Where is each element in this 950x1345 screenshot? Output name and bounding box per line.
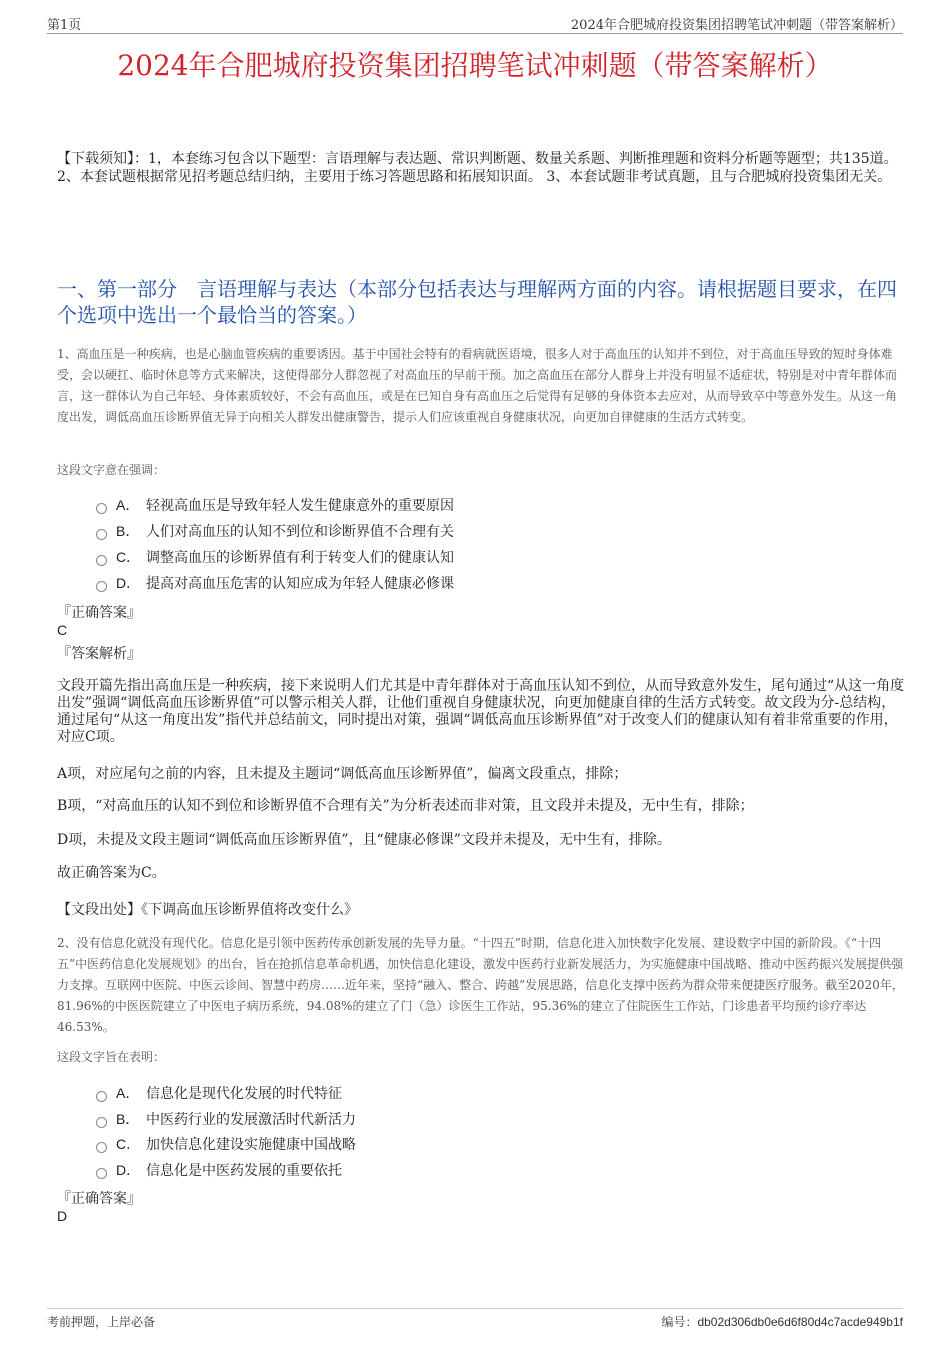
radio-icon[interactable] (96, 1168, 107, 1179)
q1-source: 【文段出处】《下调高血压诊断界值将改变什么》 (57, 902, 358, 918)
question-1-text: 1、高血压是一种疾病，也是心脑血管疾病的重要诱因。基于中国社会特有的看病就医语境，很多人对于高血压的认知并不到位，对于高血压导致的短时身体难受，会以硬扛、临时休息等方式来解决，这使得部分人群忽视了对高血压的早前干预。加之高血压在部分人群身上并没有明显不适症状，特别是对中青年群体而言，这一群体认为自己年轻、身体素质较好，不会有高血压，或是在已知自身有高血压之后觉得有足够的身体资本去应对，从而导致卒中等意外发生。从这一角度出发，调低高血压诊断界值无异于向相关人群发出健康警告，提示人们应该重视自身健康状况，向更加自律健康的生活方式转变。 (57, 347, 898, 424)
footer-slogan: 考前押题，上岸必备 (47, 1315, 156, 1329)
footer-code (661, 1313, 903, 1330)
footer-divider (47, 1308, 903, 1309)
question-2-prompt: 这段文字旨在表明： (57, 1050, 166, 1064)
download-notice: 【下载须知】：1，本套练习包含以下题型：言语理解与表达题、常识判断题、数量关系题、判断推理题和资料分析题等题型；共135道。 2、本套试题根据常见招考题总结归纳，主要用于练习答题思路和拓展知识面。 3、本套试题非考试真题，且与合肥城府投资集团无关。 (57, 151, 898, 185)
q1-option-b[interactable]: B． 人们对高血压的认知不到位和诊断界值不合理有关 (96, 520, 454, 542)
footer-code-label: 编号： (661, 1315, 698, 1329)
header-page-number: 第1页 (47, 18, 82, 33)
q1-analysis-conclusion: 故正确答案为C。 (57, 865, 166, 881)
section-heading: 一、第一部分 言语理解与表达（本部分包括表达与理解两方面的内容。请根据题目要求，在四个选项中选出一个最恰当的答案。） (57, 277, 897, 327)
radio-icon[interactable] (96, 555, 107, 566)
radio-icon[interactable] (96, 529, 107, 540)
radio-icon[interactable] (96, 581, 107, 592)
q1-analysis-a: A项，对应尾句之前的内容，且未提及主题词“调低高血压诊断界值”，偏离文段重点，排除； (57, 766, 628, 782)
question-1-prompt: 这段文字意在强调： (57, 463, 166, 477)
radio-icon[interactable] (96, 1142, 107, 1153)
radio-icon[interactable] (96, 503, 107, 514)
header-doc-title: 2024年合肥城府投资集团招聘笔试冲刺题（带答案解析） (570, 18, 903, 33)
question-2-text: 2、没有信息化就没有现代化。信息化是引领中医药传承创新发展的先导力量。“十四五”时期，信息化进入加快数字化发展、建设数字中国的新阶段。《“十四五”中医药信息化发展规划》的出台，旨在抢抓信息革命机遇，加快信息化建设，激发中医药行业新发展活力，为实施健康中国战略、推动中医药振兴发展提供强力支撑。互联网中医院、中医云诊间、智慧中药房……近年来，坚持“融入、整合、跨越”发展思路，信息化支撑中医药为群众带来便捷医疗服务。截至2020年，81.96%的中医医院建立了中医电子病历系统，94.08%的建立了门（急）诊医生工作站，95.36%的建立了住院医生工作站，门诊患者平均预约诊疗率达46.53%。 (57, 936, 904, 1034)
q1-option-c[interactable]: C． 调整高血压的诊断界值有利于转变人们的健康认知 (96, 546, 454, 568)
footer-code-value: db02d306db0e6d6f80d4c7acde949b1f (697, 1315, 903, 1329)
q1-option-d[interactable]: D． 提高对高血压危害的认知应成为年轻人健康必修课 (96, 572, 454, 594)
radio-icon[interactable] (96, 1091, 107, 1102)
q1-answer-label: 『正确答案』 (57, 605, 141, 621)
q1-analysis-label: 『答案解析』 (57, 646, 141, 662)
q2-option-c[interactable]: C． 加快信息化建设实施健康中国战略 (96, 1133, 356, 1155)
q2-answer: D (57, 1208, 68, 1224)
q2-answer-label: 『正确答案』 (57, 1191, 141, 1207)
radio-icon[interactable] (96, 1117, 107, 1128)
page-title: 2024年合肥城府投资集团招聘笔试冲刺题（带答案解析） (117, 49, 833, 82)
header-divider (47, 33, 903, 34)
q2-option-b[interactable]: B． 中医药行业的发展激活时代新活力 (96, 1108, 356, 1130)
q2-option-a[interactable]: A． 信息化是现代化发展的时代特征 (96, 1082, 342, 1104)
q1-analysis-d: D项，未提及文段主题词“调低高血压诊断界值”，且“健康必修课”文段并未提及，无中生有，排除。 (57, 832, 671, 848)
q2-option-d[interactable]: D． 信息化是中医药发展的重要依托 (96, 1159, 342, 1181)
q1-option-a[interactable]: A． 轻视高血压是导致年轻人发生健康意外的重要原因 (96, 494, 454, 516)
q1-analysis-b: B项，“对高血压的认知不到位和诊断界值不合理有关”为分析表述而非对策，且文段并未提及，无中生有，排除； (57, 798, 754, 814)
q1-analysis-paragraph: 文段开篇先指出高血压是一种疾病，接下来说明人们尤其是中青年群体对于高血压认知不到位，从而导致意外发生，尾句通过“从这一角度出发”强调“调低高血压诊断界值”可以警示相关人群，让他们重视自身健康状况，向更加健康自律的生活方式转变。故文段为分-总结构，通过尾句“从这一角度出发”指代并总结前文，同时提出对策，强调“调低高血压诊断界值”对于改变人们的健康认知有着非常重要的作用，对应C项。 (57, 678, 905, 745)
q1-answer: C (57, 622, 68, 638)
